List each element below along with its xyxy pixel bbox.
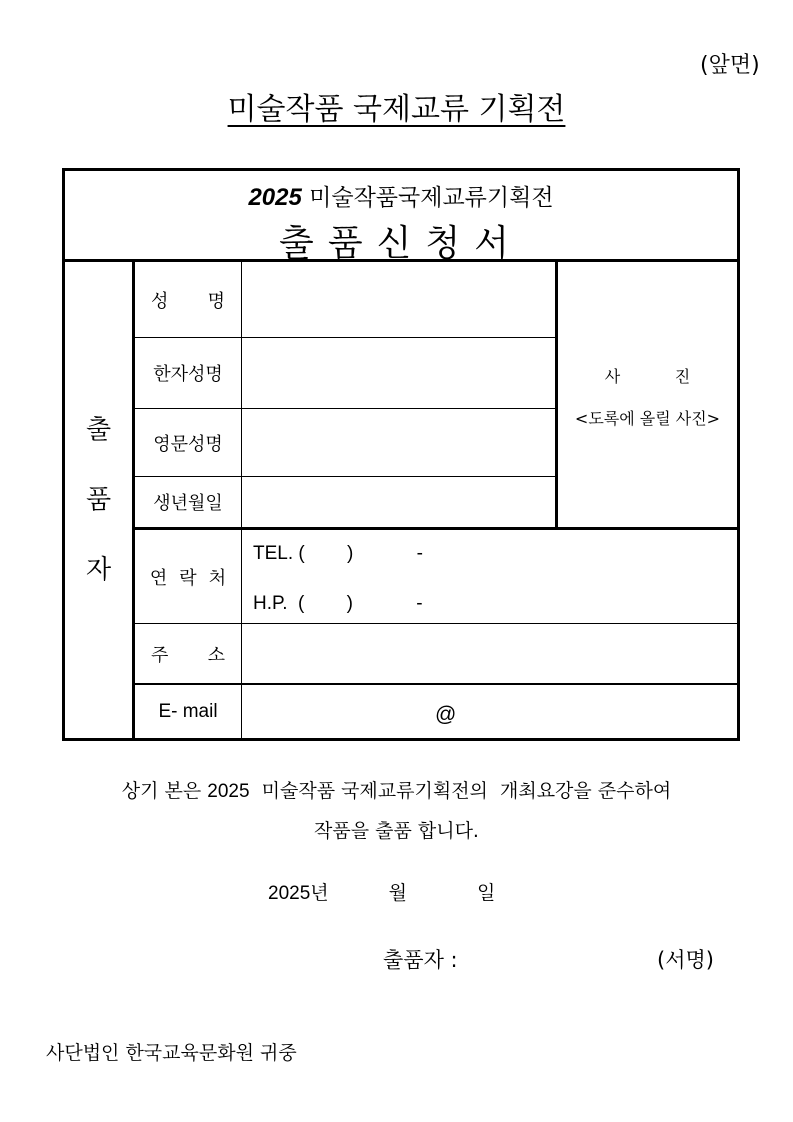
date-month: 월 <box>388 882 407 904</box>
email-at-sign: @ <box>435 703 457 726</box>
address-label <box>135 624 241 683</box>
statement-line-2: 작품을 출품 합니다. <box>314 820 479 842</box>
signature-label: (서명) <box>657 948 714 972</box>
application-form <box>62 168 740 741</box>
contact-label-char: 락 <box>179 567 197 589</box>
email-label: E- mail <box>158 700 218 722</box>
english-name-label: 영문성명 <box>153 433 223 455</box>
date-year: 2025 <box>268 883 311 904</box>
statement-year: 2025 <box>207 781 250 802</box>
form-header-subtitle: 출품신청서 <box>279 223 523 264</box>
statement-post: 미술작품 국제교류기획전의 개최요강을 준수하여 <box>249 780 672 802</box>
recipient-organization: 사단법인 한국교육문화원 귀중 <box>46 1042 297 1064</box>
name-label-char: 성 <box>151 290 169 312</box>
birth-date-label: 생년월일 <box>153 493 223 514</box>
side-label-char: 출 <box>85 415 112 445</box>
name-label <box>135 262 241 337</box>
applicant-side-label <box>65 262 132 738</box>
address-label-char: 주 <box>151 644 169 666</box>
photo-label-char: 사 <box>604 367 621 386</box>
document-title <box>0 84 793 128</box>
contact-label-char: 연 <box>149 567 168 589</box>
document-title-text: 미술작품 국제교류 기획전 <box>227 92 566 127</box>
applicant-label: 출품자 : <box>383 948 458 972</box>
contact-label <box>135 530 241 623</box>
form-header-title-text: 미술작품국제교류기획전 <box>301 185 554 211</box>
contact-label-char: 처 <box>208 567 227 589</box>
side-label-char: 자 <box>85 555 112 585</box>
hp-field: H.P. ( ) - <box>253 593 423 614</box>
photo-note: <도록에 올릴 사진> <box>574 409 721 428</box>
front-page-label: (앞면) <box>700 53 760 78</box>
side-label-char: 품 <box>85 485 112 515</box>
form-header <box>65 171 737 262</box>
hanja-name-label: 한자성명 <box>153 364 223 385</box>
address-label-char: 소 <box>207 644 225 666</box>
tel-field: TEL. ( ) - <box>253 543 423 564</box>
statement-pre: 상기 본은 <box>121 780 208 802</box>
photo-label <box>558 364 737 387</box>
date-day: 일 <box>477 882 496 904</box>
form-header-title <box>65 179 737 212</box>
photo-label-char: 진 <box>674 367 691 386</box>
statement-line-1 <box>0 776 793 803</box>
form-header-year: 2025 <box>248 184 302 211</box>
name-label-char: 명 <box>207 290 225 312</box>
divider <box>241 262 242 738</box>
date-year-suffix: 년 <box>310 882 329 904</box>
date-line <box>268 878 495 905</box>
photo-box <box>558 262 737 527</box>
